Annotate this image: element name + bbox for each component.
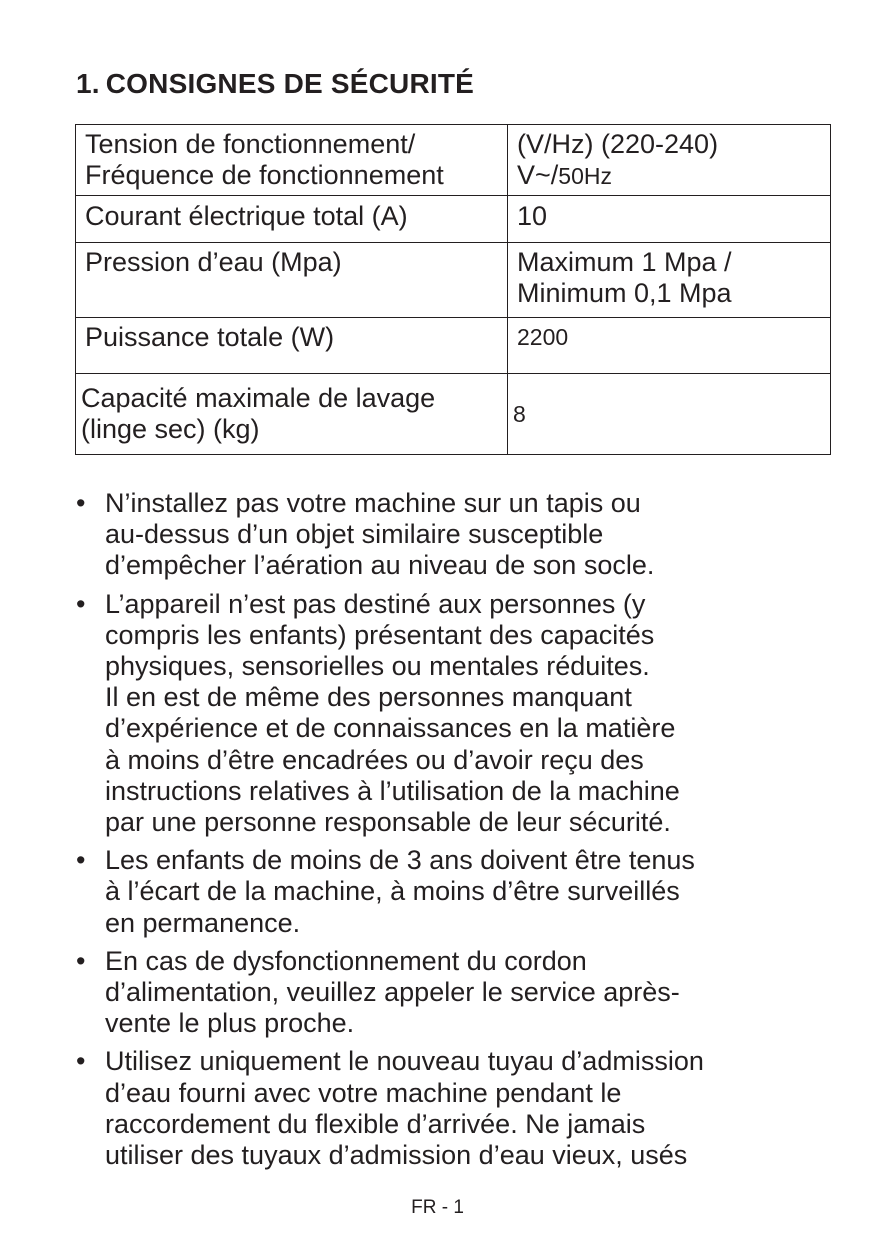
spec-label-line: Capacité maximale de lavage bbox=[81, 383, 436, 413]
list-item-line: utiliser des tuyaux d’admission d’eau vieux, usés bbox=[105, 1140, 688, 1171]
spec-label-line: Tension de fonctionnement/ bbox=[85, 129, 416, 159]
spec-label-line: (linge sec) (kg) bbox=[81, 414, 260, 444]
list-item-line: instructions relatives à l’utilisation de la machine bbox=[105, 775, 680, 806]
list-item bbox=[76, 488, 816, 582]
list-item-line: vente le plus proche. bbox=[105, 1008, 355, 1039]
list-item-line: Utilisez uniquement le nouveau tuyau d’admission bbox=[105, 1046, 704, 1077]
spec-label-line: Puissance totale (W) bbox=[85, 322, 335, 352]
spec-value-line: 2200 bbox=[517, 324, 569, 350]
spec-value-line: 10 bbox=[517, 201, 548, 231]
bullet-icon: • bbox=[76, 845, 86, 876]
section-number: 1. bbox=[76, 68, 100, 99]
bullet-icon: • bbox=[76, 1046, 86, 1077]
list-item-line: d’alimentation, veuillez appeler le service après- bbox=[105, 977, 680, 1008]
list-item bbox=[76, 1046, 816, 1171]
list-item-line: physiques, sensorielles ou mentales réduites. bbox=[105, 651, 650, 682]
list-item-line: à moins d’être encadrées ou d’avoir reçu des bbox=[105, 744, 644, 775]
specifications-table bbox=[75, 124, 831, 455]
spec-value-line: (V/Hz) (220-240) bbox=[517, 129, 719, 159]
spec-value-line: Minimum 0,1 Mpa bbox=[517, 278, 732, 308]
list-item-line: d’eau fourni avec votre machine pendant le bbox=[105, 1077, 622, 1108]
list-item-line: par une personne responsable de leur sécurité. bbox=[105, 807, 671, 838]
safety-instructions-list bbox=[76, 488, 816, 1178]
spec-label-line: Fréquence de fonctionnement bbox=[85, 160, 444, 190]
list-item-line: L’appareil n’est pas destiné aux personnes (y bbox=[105, 588, 646, 619]
spec-row-wash-capacity bbox=[76, 374, 831, 455]
spec-label bbox=[76, 243, 508, 318]
list-item-line: d’empêcher l’aération au niveau de son socle. bbox=[105, 550, 655, 581]
list-item-line: d’expérience et de connaissances en la matière bbox=[105, 713, 676, 744]
spec-value bbox=[508, 196, 831, 243]
spec-label bbox=[76, 196, 508, 243]
list-item-line: compris les enfants) présentant des capacités bbox=[105, 619, 655, 650]
list-item-line: Il en est de même des personnes manquant bbox=[105, 682, 632, 713]
spec-row-total-power bbox=[76, 318, 831, 374]
spec-row-water-pressure bbox=[76, 243, 831, 318]
spec-value bbox=[508, 318, 831, 374]
list-item-line: au-dessus d’un objet similaire susceptible bbox=[105, 519, 604, 550]
spec-value bbox=[508, 374, 831, 455]
bullet-icon: • bbox=[76, 488, 86, 518]
spec-label bbox=[76, 318, 508, 374]
list-item-line: En cas de dysfonctionnement du cordon bbox=[105, 945, 587, 976]
spec-label-line: Pression d’eau (Mpa) bbox=[85, 247, 342, 277]
spec-label bbox=[76, 374, 508, 455]
list-item bbox=[76, 946, 816, 1040]
spec-row-voltage-frequency bbox=[76, 125, 831, 196]
section-title-text: CONSIGNES DE SÉCURITÉ bbox=[105, 68, 475, 99]
bullet-icon: • bbox=[76, 588, 86, 619]
spec-value-line: 8 bbox=[513, 400, 526, 427]
spec-value-frequency: 50Hz bbox=[558, 163, 612, 189]
spec-value-line: Maximum 1 Mpa / bbox=[517, 247, 732, 277]
list-item-line: en permanence. bbox=[105, 907, 301, 938]
list-item-line: raccordement du flexible d’arrivée. Ne jamais bbox=[105, 1108, 646, 1139]
page-title bbox=[76, 68, 474, 100]
bullet-icon: • bbox=[76, 945, 86, 976]
spec-value bbox=[508, 125, 831, 196]
list-item-line: Les enfants de moins de 3 ans doivent être tenus bbox=[105, 845, 695, 876]
page-number: FR - 1 bbox=[411, 1197, 464, 1218]
spec-label bbox=[76, 125, 508, 196]
spec-label-line: Courant électrique total (A) bbox=[85, 201, 408, 231]
spec-row-current bbox=[76, 196, 831, 243]
list-item bbox=[76, 589, 816, 839]
spec-value bbox=[508, 243, 831, 318]
list-item-line: à l’écart de la machine, à moins d’être surveillés bbox=[105, 876, 680, 907]
list-item-line: N’installez pas votre machine sur un tapis ou bbox=[105, 488, 641, 518]
spec-value-line: V~/ bbox=[517, 160, 559, 190]
list-item bbox=[76, 845, 816, 939]
